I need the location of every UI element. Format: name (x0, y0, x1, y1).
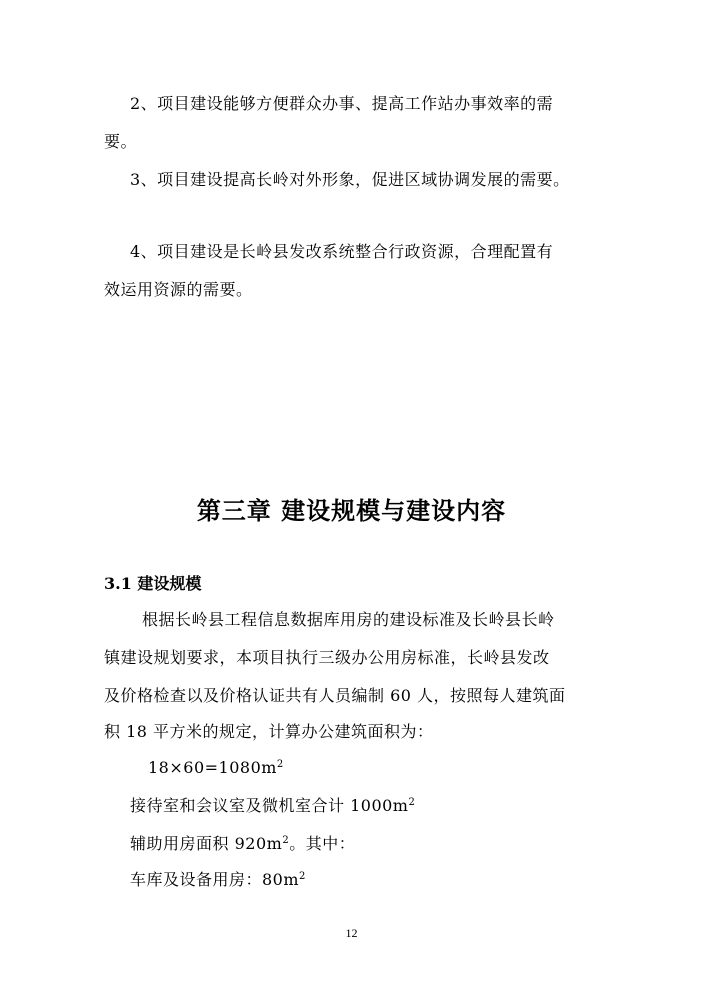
area-formula-text: 18×60=1080m (148, 758, 277, 777)
garage-area (130, 870, 306, 893)
chapter-title: 第三章 建设规模与建设内容 (196, 496, 507, 525)
body-line-4: 积 18 平方米的规定，计算办公建筑面积为： (104, 722, 434, 741)
page-number: 12 (345, 926, 358, 940)
paragraph-2-line-1: 2、项目建设能够方便群众办事、提高工作站办事效率的需 (130, 94, 554, 113)
area-formula (148, 758, 284, 781)
garage-area-sup: 2 (299, 871, 306, 882)
reception-area (130, 796, 415, 819)
body-line-1: 根据长岭县工程信息数据库用房的建设标准及长岭县长岭 (142, 610, 555, 629)
paragraph-2-line-2: 要。 (104, 132, 138, 151)
paragraph-3-line-1: 3、项目建设提高长岭对外形象，促进区域协调发展的需要。 (130, 170, 570, 189)
auxiliary-area (130, 834, 355, 857)
garage-area-text: 车库及设备用房：80m (130, 870, 300, 889)
auxiliary-area-sup: 2 (282, 835, 290, 846)
reception-area-sup: 2 (408, 797, 416, 808)
body-line-3: 及价格检查以及价格认证共有人员编制 60 人，按照每人建筑面 (104, 686, 566, 705)
auxiliary-area-text: 辅助用房面积 920m (130, 834, 283, 853)
section-title: 3.1 建设规模 (104, 574, 202, 593)
auxiliary-area-suffix: 。其中： (289, 834, 356, 853)
paragraph-4-line-2: 效运用资源的需要。 (104, 280, 253, 299)
area-formula-sup: 2 (276, 759, 284, 770)
reception-area-text: 接待室和会议室及微机室合计 1000m (130, 796, 409, 815)
paragraph-4-line-1: 4、项目建设是长岭县发改系统整合行政资源，合理配置有 (130, 242, 554, 261)
body-line-2: 镇建设规划要求，本项目执行三级办公用房标准，长岭县发改 (104, 648, 550, 667)
